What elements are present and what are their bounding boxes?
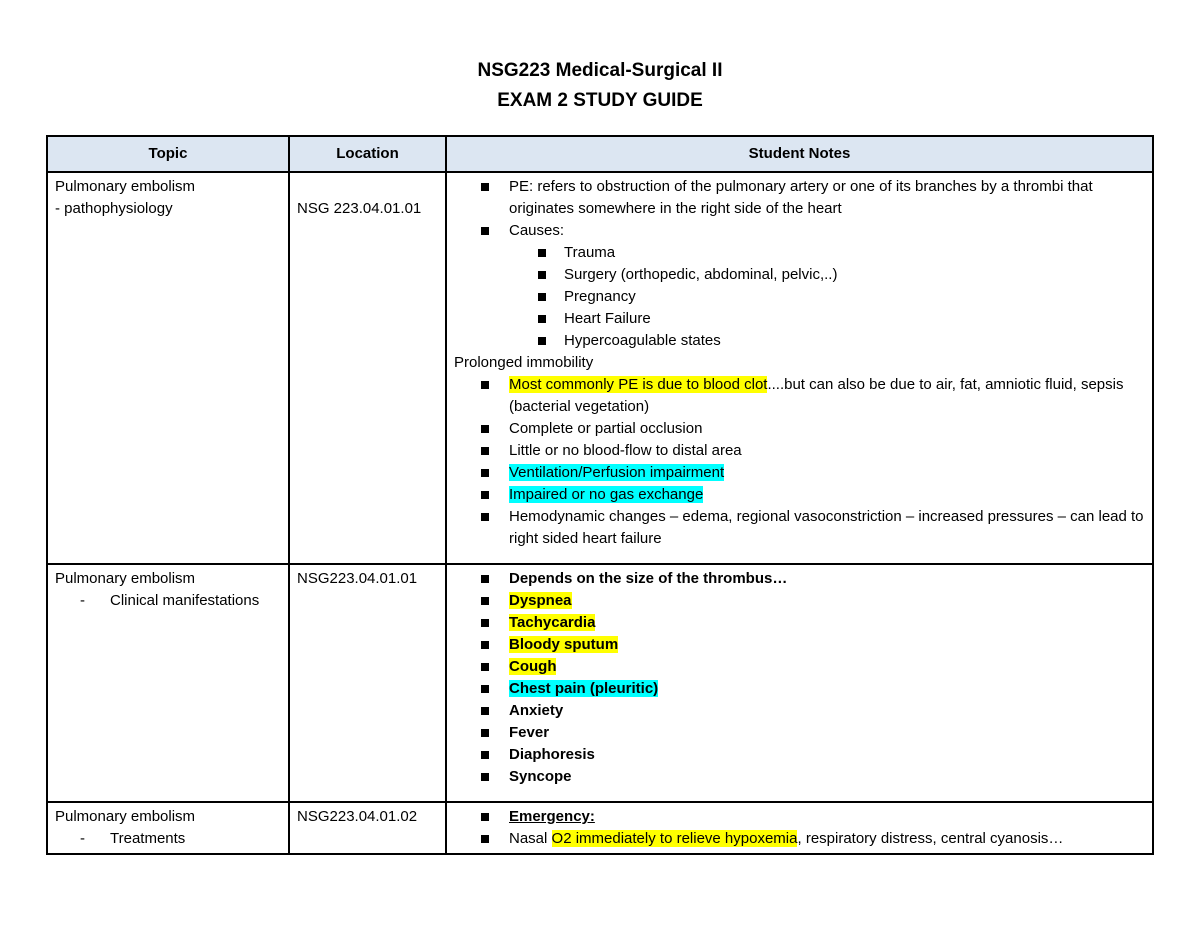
topic-name: Pulmonary embolism	[55, 570, 196, 587]
table-row	[47, 172, 1153, 564]
topic-subtopic: - pathophysiology	[55, 200, 173, 217]
header-location: Location	[289, 136, 446, 172]
list-item: Syncope	[454, 766, 1145, 788]
list-item: Diaphoresis	[454, 744, 1145, 766]
list-item: Causes:	[454, 220, 1145, 242]
location-code: NSG223.04.01.02	[297, 808, 418, 825]
list-item: Surgery (orthopedic, abdominal, pelvic,..)	[454, 264, 1145, 286]
topic-subtopic: - Clinical manifestations	[80, 592, 260, 609]
notes-list	[454, 568, 1145, 788]
list-item: Hypercoagulable states	[454, 330, 1145, 352]
list-item: Prolonged immobility	[454, 354, 594, 371]
notes-list	[454, 176, 1145, 550]
document-subtitle: EXAM 2 STUDY GUIDE	[497, 90, 703, 111]
list-item: Dyspnea	[454, 590, 1145, 612]
highlighted-text: Impaired or no gas exchange	[509, 486, 704, 503]
topic-cell	[47, 172, 289, 564]
list-item: Chest pain (pleuritic)	[454, 678, 1145, 700]
list-item: Tachycardia	[454, 612, 1145, 634]
topic-cell	[47, 564, 289, 802]
location-cell	[289, 564, 446, 802]
list-item: Pregnancy	[454, 286, 1145, 308]
location-cell	[289, 802, 446, 854]
list-item: Cough	[454, 656, 1145, 678]
list-item: PE: refers to obstruction of the pulmonary artery or one of its branches by a thrombi that originates somewhere in the right side of the heart	[454, 176, 1145, 220]
list-item	[454, 462, 1145, 484]
topic-name: Pulmonary embolism	[55, 808, 196, 825]
list-item: Fever	[454, 722, 1145, 744]
header-notes: Student Notes	[446, 136, 1153, 172]
location-code: NSG 223.04.01.01	[297, 200, 422, 217]
list-item: Complete or partial occlusion	[454, 418, 1145, 440]
study-guide-table	[46, 135, 1154, 855]
notes-cell	[446, 564, 1153, 802]
highlighted-text: Ventilation/Perfusion impairment	[509, 464, 725, 481]
highlighted-text: Most commonly PE is due to blood clot	[509, 376, 768, 393]
list-item: Most commonly PE is due to blood clot....but can also be due to air, fat, amniotic fluid, sepsis (bacterial vegetation)	[454, 374, 1145, 418]
table-row	[47, 564, 1153, 802]
list-item	[454, 484, 1145, 506]
header-topic: Topic	[47, 136, 289, 172]
list-item: Depends on the size of the thrombus…	[454, 568, 1145, 590]
topic-name: Pulmonary embolism	[55, 178, 196, 195]
list-item: Nasal O2 immediately to relieve hypoxemia, respiratory distress, central cyanosis…	[454, 828, 1145, 850]
notes-cell	[446, 172, 1153, 564]
list-item: Bloody sputum	[454, 634, 1145, 656]
list-item: Trauma	[454, 242, 1145, 264]
location-code: NSG223.04.01.01	[297, 570, 418, 587]
notes-cell	[446, 802, 1153, 854]
list-item: Heart Failure	[454, 308, 1145, 330]
list-item: Anxiety	[454, 700, 1145, 722]
table-header-row	[47, 136, 1153, 172]
topic-subtopic: - Treatments	[80, 830, 186, 847]
location-cell	[289, 172, 446, 564]
list-item: Little or no blood-flow to distal area	[454, 440, 1145, 462]
list-item: Hemodynamic changes – edema, regional vasoconstriction – increased pressures – can lead to right sided heart failure	[454, 506, 1145, 550]
notes-list	[454, 806, 1145, 850]
topic-cell	[47, 802, 289, 854]
document-title: NSG223 Medical-Surgical II	[477, 60, 723, 81]
table-row	[47, 802, 1153, 854]
list-item: Emergency:	[454, 806, 1145, 828]
